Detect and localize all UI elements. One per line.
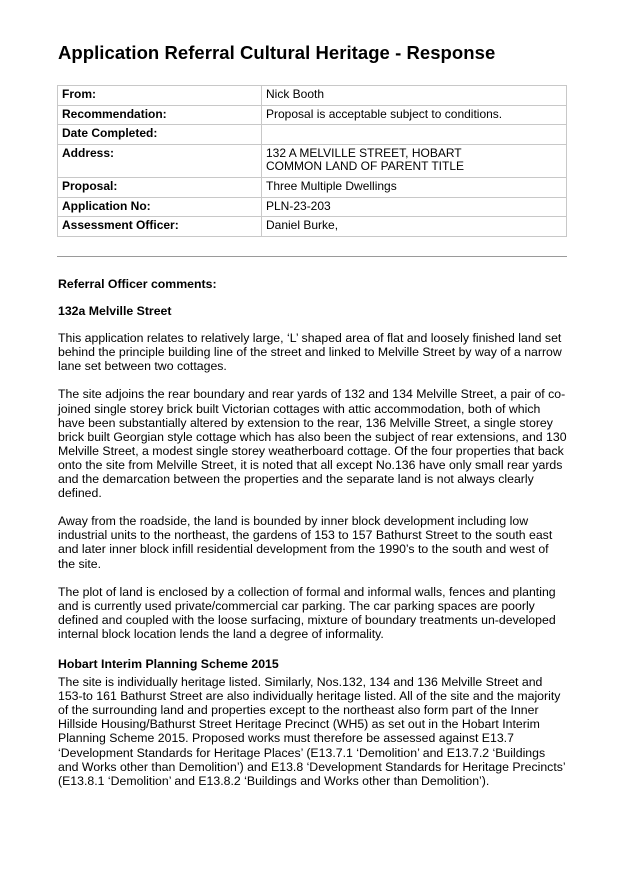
- proposal-label: Proposal:: [58, 177, 262, 197]
- scheme-heading: Hobart Interim Planning Scheme 2015: [58, 656, 279, 671]
- paragraph-surroundings: Away from the roadside, the land is bounded by inner block development including low industrial units to the northeast, the gardens of 153 to 157 Bathurst Street to the south east and later inner block infill residential development from the 1990’s to the south and west of the site.: [58, 514, 553, 571]
- table-row: [58, 144, 567, 177]
- application-details-table: [57, 85, 567, 237]
- paragraph-enclosure: The plot of land is enclosed by a collection of formal and informal walls, fences and planting and is currently used private/commercial car parking. The car parking spaces are poorly defined and coupled with the loose surfacing, mixture of boundary treatments un-developed internal block location lends the land a degree of informality.: [58, 584, 556, 641]
- paragraph-scheme: The site is individually heritage listed. Similarly, Nos.132, 134 and 136 Melville Street and 153-to 161 Bathurst Street are also individually heritage listed. All of the site and the majority of the surrounding land and properties except to the northeast also form part of the Inner Hillside Housing/Bathurst Street Heritage Precinct (WH5) as set out in the Hobart Interim Planning Scheme 2015. Proposed works must therefore be assessed against E13.7 ‘Development Standards for Heritage Places’ (E13.7.1 ‘Demolition’ and E13.7.2 ‘Buildings and Works other than Demolition’) and E13.8 ‘Development Standards for Heritage Precincts’ (E13.8.1 ‘Demolition’ and E13.8.2 ‘Buildings and Works other than Demolition’).: [58, 675, 566, 788]
- table-row: [58, 125, 567, 145]
- site-heading: 132a Melville Street: [58, 304, 172, 319]
- application-no-value: PLN-23-203: [262, 197, 567, 217]
- table-row: [58, 177, 567, 197]
- from-value: Nick Booth: [262, 86, 567, 106]
- recommendation-value: Proposal is acceptable subject to conditions.: [262, 105, 567, 125]
- table-row: [58, 105, 567, 125]
- date-completed-label: Date Completed:: [58, 125, 262, 145]
- paragraph-intro: This application relates to relatively large, ‘L’ shaped area of flat and loosely finished land set behind the principle building line of the street and linked to Melville Street by way of a narrow lane set between two cottages.: [58, 331, 562, 374]
- assessment-officer-value: Daniel Burke,: [262, 217, 567, 237]
- table-row: [58, 197, 567, 217]
- assessment-officer-label: Assessment Officer:: [58, 217, 262, 237]
- address-line-1: 132 A MELVILLE STREET, HOBART: [266, 145, 462, 160]
- date-completed-value: [262, 125, 567, 145]
- proposal-value: Three Multiple Dwellings: [262, 177, 567, 197]
- comments-section: [58, 277, 568, 788]
- page-title: Application Referral Cultural Heritage - Response: [58, 42, 496, 63]
- from-label: From:: [58, 86, 262, 106]
- table-row: [58, 86, 567, 106]
- paragraph-adjoining: The site adjoins the rear boundary and rear yards of 132 and 134 Melville Street, a pair of co-joined single storey brick built Victorian cottages with attic accommodation, both of which have been substantially altered by extension to the rear, 136 Melville Street, a single storey brick built Georgian style cottage which has also been the subject of rear extensions, and 130 Melville Street, a modest single storey weatherboard cottage. Of the four properties that back onto the site from Melville Street, it is noted that all except No.136 have only small rear yards and the demarcation between the properties and the separate land is not always clearly defined.: [58, 387, 567, 501]
- recommendation-label: Recommendation:: [58, 105, 262, 125]
- address-value: [262, 144, 567, 177]
- section-divider: [57, 256, 567, 257]
- address-label: Address:: [58, 144, 262, 177]
- table-row: [58, 217, 567, 237]
- comments-heading: Referral Officer comments:: [58, 277, 217, 291]
- application-no-label: Application No:: [58, 197, 262, 217]
- address-line-2: COMMON LAND OF PARENT TITLE: [266, 159, 465, 174]
